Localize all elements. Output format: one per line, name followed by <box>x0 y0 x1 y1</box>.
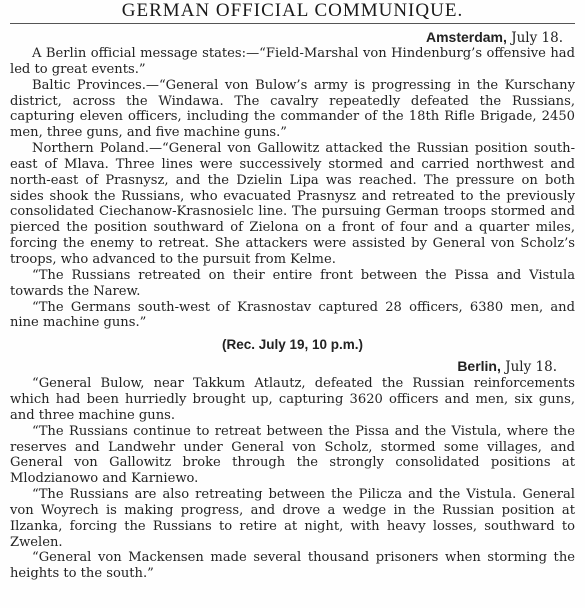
paragraph-mackensen: “General von Mackensen made several thousand prisoners when storming the heights to the south.” <box>10 550 575 582</box>
paragraph-russians-retreat: “The Russians retreated on their entire front between the Pissa and Vistula towards the Narew. <box>10 267 575 299</box>
paragraph-general-bulow: “General Bulow, near Takkum Atlautz, defeated the Russian reinforcements which had been hurriedly brought up, capturing 3620 officers and men, six guns, and three machine guns. <box>10 376 575 423</box>
received-subhead: (Rec. July 19, 10 p.m.) <box>221 337 364 353</box>
paragraph-krasnostav: “The Germans south-west of Krasnostav captured 28 officers, 6380 men, and nine machine guns.” <box>10 299 575 331</box>
paragraph-baltic-provinces: Baltic Provinces.—“General von Bulow’s army is progressing in the Kurschany district, across the Windawa. The cavalry repeatedly defeated the Russians, capturing eleven officers, including the commander of the 18th Rifle Brigade, 2450 men, three guns, and five machine guns.” <box>10 77 575 141</box>
dateline-place: Berlin, <box>457 358 501 375</box>
dateline-date: July 18. <box>505 359 557 376</box>
headline-rule <box>10 23 575 24</box>
dateline-place: Amsterdam, <box>425 29 507 45</box>
paragraph-northern-poland: Northern Poland.—“General von Gallowitz attacked the Russian position south-east of Mlava. Three lines were successively stormed and carried northwest and north-east of Prasnysz, and the Dzielin Lipa was reached. The pressure on both sides shook the Russians, who evacuated Prasnysz and retreated to the previously consolidated Ciechanow-Krasnosielc line. The pursuing German troops stormed and pierced the position southward of Zielona on a front of four and a quarter miles, forcing the enemy to retreat. She attackers were assisted by General von Scholz’s troops, who advanced to the pursuit from Kelme. <box>10 141 575 267</box>
dateline-date: July 18. <box>511 30 563 46</box>
dateline-berlin <box>10 356 575 376</box>
dateline-amsterdam <box>10 29 575 46</box>
paragraph-pilicza: “The Russians are also retreating between the Pilicza and the Vistula. General von Woyrech is making progress, and drove a wedge in the Russian position at Ilzanka, forcing the Russians to retire at night, with heavy losses, southward to Zwelen. <box>10 487 575 550</box>
headline: GERMAN OFFICIAL COMMUNIQUE. <box>121 0 464 21</box>
paragraph-berlin-message: A Berlin official message states:—“Field-Marshal von Hindenburg’s offensive had led to great events.” <box>10 46 575 77</box>
paragraph-pissa-vistula: “The Russians continue to retreat between the Pissa and the Vistula, where the reserves and Landwehr under General von Scholz, stormed some villages, and General von Gallowitz broke through the strongly consolidated positions at Mlodzianowo and Karniewo. <box>10 423 575 487</box>
